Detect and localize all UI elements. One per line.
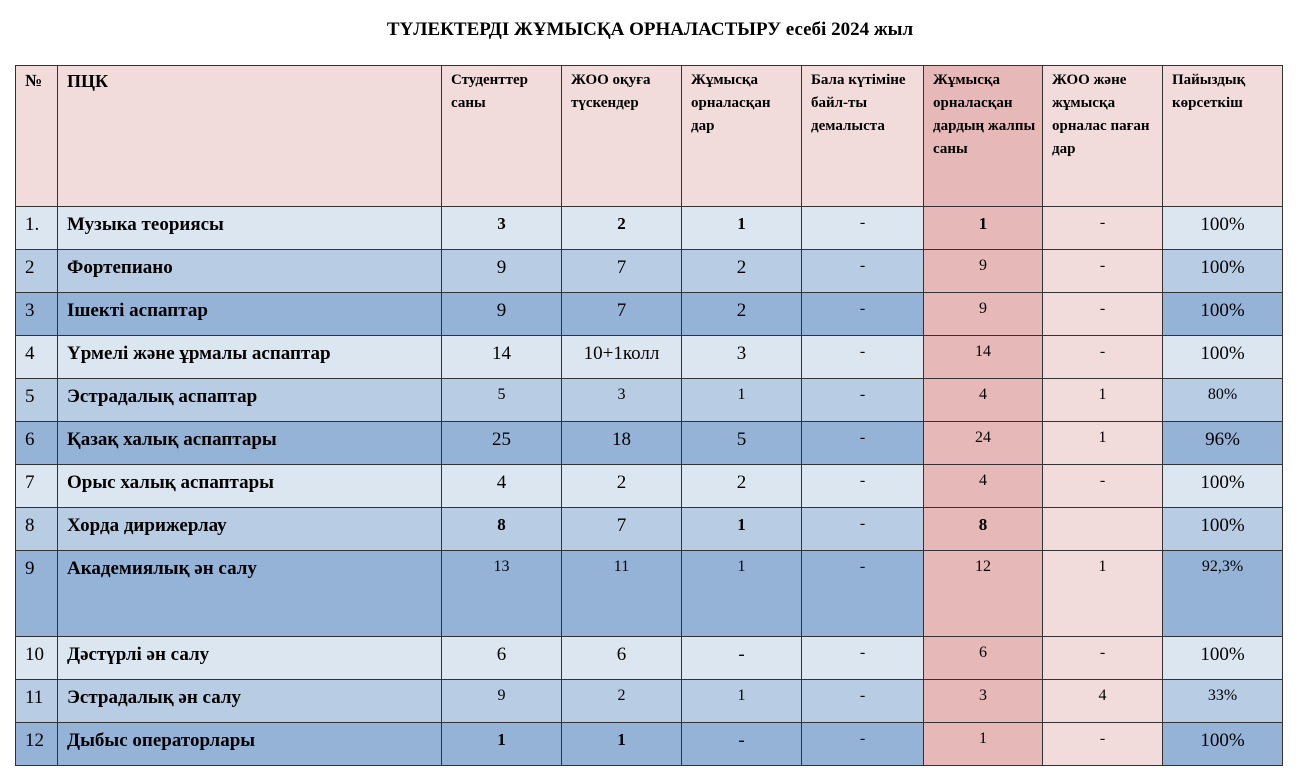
row-employed-text: 3 [736,343,747,364]
row-not-placed [1043,379,1163,422]
row-maternity [802,250,924,293]
row-percent [1163,422,1283,465]
row-percent-text: 100% [1200,472,1245,493]
row-num-text: 9 [25,558,35,579]
row-employed-total-text: 9 [979,257,987,274]
row-name-text: Академиялық ән салу [67,558,257,579]
row-not-placed [1043,207,1163,250]
row-employed [682,508,802,551]
row-percent-text: 96% [1205,429,1240,450]
table-row [16,207,1283,250]
row-employed-total [924,680,1043,723]
row-not-placed [1043,422,1163,465]
row-name [58,637,442,680]
row-name-text: Эстрадалық ән салу [67,687,242,708]
row-not-placed [1043,551,1163,637]
row-students [442,379,562,422]
row-employed [682,551,802,637]
row-not-placed-text: 1 [1098,386,1107,403]
header-not-placed: ЖОО және жұмысқа орналас паған дар [1043,66,1163,207]
row-maternity [802,680,924,723]
row-maternity-text: - [859,558,866,575]
row-employed-text: 2 [736,257,747,278]
table-row [16,422,1283,465]
header-percent: Пайыздық көрсеткіш [1163,66,1283,207]
row-students-text: 1 [497,730,506,749]
row-num-text: 6 [25,429,35,450]
row-name [58,723,442,766]
table-row [16,293,1283,336]
row-employed-total [924,293,1043,336]
row-name [58,551,442,637]
row-maternity-text: - [859,687,866,704]
row-university [562,250,682,293]
header-employed-total: Жұмысқа орналасқан дардың жалпы саны [924,66,1043,207]
row-students-text: 13 [493,558,510,575]
row-employed [682,680,802,723]
row-employed-total-text: 1 [979,730,987,747]
row-university-text: 7 [616,515,627,536]
row-employed-text: - [738,644,745,665]
row-students [442,250,562,293]
row-students [442,293,562,336]
row-not-placed [1043,250,1163,293]
row-maternity [802,465,924,508]
row-maternity [802,379,924,422]
row-employed-text: 2 [736,300,747,321]
row-num [16,680,58,723]
row-maternity-text: - [859,730,866,747]
header-pck: ПЦК [58,66,442,207]
row-employed-total-text: 12 [975,558,991,575]
table-row [16,379,1283,422]
row-not-placed [1043,680,1163,723]
header-students: Студенттер саны [442,66,562,207]
row-students [442,508,562,551]
row-employed-text: 2 [736,472,747,493]
row-students [442,422,562,465]
row-university [562,723,682,766]
row-maternity [802,422,924,465]
row-name [58,680,442,723]
row-students [442,465,562,508]
row-num-text: 8 [25,515,35,536]
row-students-text: 3 [497,214,506,233]
row-not-placed-text: - [1099,472,1106,489]
row-num [16,250,58,293]
table-row [16,723,1283,766]
row-percent-text: 33% [1207,687,1238,704]
row-students-text: 9 [497,687,506,704]
row-not-placed [1043,637,1163,680]
row-maternity [802,508,924,551]
row-employed-total-text: 14 [975,343,991,360]
row-employed-text: 1 [737,386,746,403]
row-university [562,422,682,465]
row-employed-total [924,465,1043,508]
document-title: ТҮЛЕКТЕРДІ ЖҰМЫСҚА ОРНАЛАСТЫРУ есебі 2024 жыл [386,19,914,40]
row-employed [682,336,802,379]
row-not-placed-text: - [1099,644,1106,661]
row-students [442,207,562,250]
row-employed-total-text: 9 [979,300,987,317]
row-employed-text: 1 [737,558,746,575]
row-maternity-text: - [859,386,866,403]
row-not-placed-text: - [1099,343,1106,360]
row-name-text: Хорда дирижерлау [67,515,227,536]
row-university [562,293,682,336]
row-maternity [802,207,924,250]
row-university [562,680,682,723]
row-not-placed-text: - [1099,730,1106,747]
row-university [562,508,682,551]
row-num-text: 7 [25,472,35,493]
table-row [16,680,1283,723]
row-maternity [802,551,924,637]
row-maternity-text: - [859,214,866,231]
table-row [16,465,1283,508]
header-employed: Жұмысқа орналасқан дар [682,66,802,207]
row-name-text: Үрмелі және ұрмалы аспаптар [67,343,331,364]
row-students-text: 9 [496,257,507,278]
row-percent [1163,723,1283,766]
row-percent [1163,336,1283,379]
row-name-text: Қазақ халық аспаптары [67,429,277,450]
table-row [16,336,1283,379]
row-num [16,336,58,379]
row-name [58,465,442,508]
row-num [16,508,58,551]
row-students-text: 8 [497,515,506,534]
row-percent-text: 92,3% [1201,558,1244,575]
table-row [16,637,1283,680]
row-percent [1163,250,1283,293]
row-university-text: 2 [617,687,626,704]
row-maternity-text: - [859,429,866,446]
row-percent [1163,551,1283,637]
row-university-text: 18 [612,429,631,450]
table-row [16,508,1283,551]
row-employed-total-text: 8 [978,515,988,534]
row-university-text: 2 [616,472,627,493]
row-percent-text: 100% [1200,515,1245,536]
row-employed [682,422,802,465]
row-num [16,379,58,422]
row-students [442,680,562,723]
row-university [562,336,682,379]
row-name-text: Ішекті аспаптар [67,300,208,321]
row-percent [1163,680,1283,723]
row-university [562,637,682,680]
table-row [16,250,1283,293]
header-maternity: Бала күтіміне байл-ты демалыста [802,66,924,207]
row-university [562,551,682,637]
row-not-placed-text: - [1099,257,1106,274]
row-students-text: 6 [496,644,507,665]
row-maternity-text: - [859,300,866,317]
row-percent-text: 80% [1207,386,1238,403]
row-num [16,293,58,336]
row-name-text: Дәстүрлі ән салу [67,644,210,665]
row-num-text: 4 [25,343,35,364]
header-num: № [16,66,58,207]
row-university-text: 11 [613,558,630,575]
row-percent [1163,508,1283,551]
row-percent-text: 100% [1200,730,1245,751]
row-name-text: Музыка теориясы [67,214,224,235]
row-not-placed [1043,723,1163,766]
row-employed [682,293,802,336]
row-name-text: Эстрадалық аспаптар [67,386,258,407]
row-employed-text: 1 [737,214,746,233]
row-employed-total [924,336,1043,379]
row-maternity-text: - [859,472,866,489]
row-university-text: 10+1колл [583,343,660,364]
row-num-text: 3 [25,300,35,321]
row-employed [682,379,802,422]
header-row [16,66,1283,207]
row-percent-text: 100% [1200,257,1245,278]
row-university-text: 2 [617,214,626,233]
row-employed [682,250,802,293]
table-row [16,551,1283,637]
row-not-placed-text: 1 [1098,429,1107,446]
row-num [16,207,58,250]
row-students-text: 4 [496,472,507,493]
row-employed-total-text: 4 [979,472,987,489]
row-num-text: 11 [25,687,44,708]
row-university-text: 3 [617,386,626,403]
row-percent [1163,293,1283,336]
row-num [16,723,58,766]
row-university [562,379,682,422]
employment-table [15,65,1283,766]
row-maternity-text: - [859,257,866,274]
row-employed-total [924,422,1043,465]
row-students [442,551,562,637]
row-not-placed-text: 4 [1098,687,1107,704]
row-num-text: 12 [25,730,44,751]
row-name [58,250,442,293]
row-num-text: 5 [25,386,35,407]
row-name-text: Дыбыс операторлары [67,730,256,751]
row-university-text: 7 [616,300,627,321]
row-num-text: 2 [25,257,35,278]
row-employed-text: 5 [736,429,747,450]
row-not-placed [1043,336,1163,379]
row-students-text: 14 [492,343,511,364]
row-name [58,293,442,336]
row-employed-total-text: 3 [979,687,987,704]
row-university [562,465,682,508]
row-students-text: 9 [496,300,507,321]
row-not-placed-text: 1 [1098,558,1107,575]
row-students-text: 25 [492,429,511,450]
row-not-placed [1043,465,1163,508]
row-name [58,508,442,551]
row-employed-text: 1 [737,687,746,704]
row-employed-total [924,508,1043,551]
row-percent [1163,465,1283,508]
row-maternity-text: - [859,343,866,360]
row-percent [1163,637,1283,680]
row-not-placed [1043,293,1163,336]
row-percent-text: 100% [1200,214,1245,235]
row-students [442,723,562,766]
row-university-text: 1 [617,730,626,749]
row-maternity [802,336,924,379]
row-percent-text: 100% [1200,300,1245,321]
row-employed-total-text: 1 [978,214,988,233]
row-employed-total [924,637,1043,680]
row-name [58,207,442,250]
row-employed [682,465,802,508]
row-employed-total [924,250,1043,293]
row-maternity [802,293,924,336]
row-employed-total [924,379,1043,422]
row-university [562,207,682,250]
row-maternity-text: - [859,644,866,661]
row-name [58,422,442,465]
row-num-text: 10 [25,644,44,665]
row-not-placed-text: - [1099,214,1106,231]
row-university-text: 6 [616,644,627,665]
row-maternity-text: - [859,515,866,532]
row-num [16,465,58,508]
row-students [442,637,562,680]
row-percent-text: 100% [1200,343,1245,364]
row-employed-total [924,551,1043,637]
row-students [442,336,562,379]
row-name-text: Фортепиано [67,257,173,278]
row-percent [1163,207,1283,250]
row-not-placed-text: - [1099,300,1106,317]
row-name-text: Орыс халық аспаптары [67,472,275,493]
row-employed-text: - [738,730,745,751]
row-university-text: 7 [616,257,627,278]
row-name [58,379,442,422]
row-num [16,422,58,465]
row-employed [682,207,802,250]
row-percent-text: 100% [1200,644,1245,665]
row-name [58,336,442,379]
row-num [16,637,58,680]
row-not-placed-text [1043,508,1162,515]
row-employed-total [924,723,1043,766]
row-employed [682,723,802,766]
row-maternity [802,723,924,766]
row-employed-text: 1 [737,515,746,534]
row-employed-total-text: 4 [979,386,987,403]
row-num-text: 1. [25,214,40,235]
header-university: ЖОО оқуға түскендер [562,66,682,207]
row-not-placed [1043,508,1163,551]
row-employed [682,637,802,680]
row-employed-total-text: 6 [979,644,987,661]
row-employed-total [924,207,1043,250]
row-num [16,551,58,637]
row-students-text: 5 [497,386,506,403]
row-employed-total-text: 24 [975,429,991,446]
row-maternity [802,637,924,680]
row-percent [1163,379,1283,422]
